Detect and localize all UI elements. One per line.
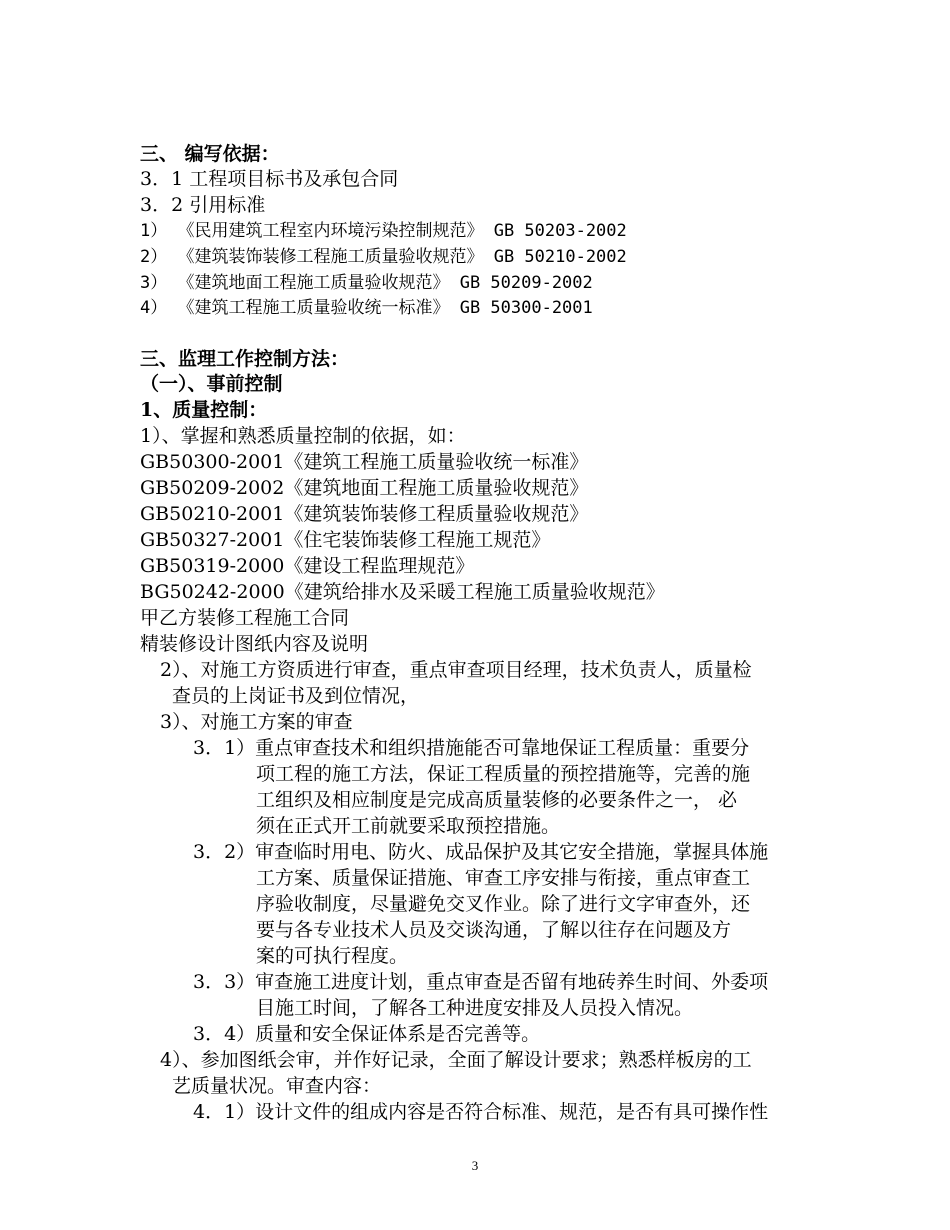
basis-list-item: GB50319-2000《建设工程监理规范》 bbox=[140, 555, 475, 577]
standard-item: 3） 《建筑地面工程施工质量验收规范》 GB 50209-2002 bbox=[140, 273, 593, 293]
paragraph-2-line: 2）、对施工方资质进行审查，重点审查项目经理，技术负责人，质量检 bbox=[160, 659, 752, 681]
paragraph-3-1-line: 3．1）重点审查技术和组织措施能否可靠地保证工程质量：重要分 bbox=[193, 737, 750, 759]
paragraph-3-4: 3．4）质量和安全保证体系是否完善等。 bbox=[193, 1023, 541, 1045]
paragraph-3-1-line: 项工程的施工方法，保证工程质量的预控措施等，完善的施 bbox=[256, 763, 751, 785]
paragraph-3-3-line: 3．3）审查施工进度计划，重点审查是否留有地砖养生时间、外委项 bbox=[193, 971, 769, 993]
basis-heading: 三、 编写依据： bbox=[140, 143, 280, 165]
paragraph-2-line: 查员的上岗证书及到位情况， bbox=[172, 685, 420, 707]
basis-list-item: 甲乙方装修工程施工合同 bbox=[140, 607, 350, 629]
basis-item-3-2: 3．2 引用标准 bbox=[140, 194, 266, 216]
basis-list-item: BG50242-2000《建筑给排水及采暖工程施工质量验收规范》 bbox=[140, 581, 665, 603]
pre-control-heading: （一）、事前控制 bbox=[140, 373, 283, 395]
basis-list-item: GB50209-2002《建筑地面工程施工质量验收规范》 bbox=[140, 477, 589, 499]
basis-list-item: 精装修设计图纸内容及说明 bbox=[140, 633, 369, 655]
basis-intro: 1）、掌握和熟悉质量控制的依据，如： bbox=[140, 425, 466, 447]
standard-item: 4） 《建筑工程施工质量验收统一标准》 GB 50300-2001 bbox=[140, 298, 593, 318]
basis-list-item: GB50210-2001《建筑装饰装修工程质量验收规范》 bbox=[140, 503, 589, 525]
paragraph-4-1: 4．1）设计文件的组成内容是否符合标准、规范，是否有具可操作性 bbox=[193, 1101, 769, 1123]
basis-list-item: GB50327-2001《住宅装饰装修工程施工规范》 bbox=[140, 529, 551, 551]
paragraph-3-2-line: 案的可执行程度。 bbox=[256, 945, 409, 967]
basis-item-3-1: 3．1 工程项目标书及承包合同 bbox=[140, 168, 399, 190]
paragraph-4-line: 4）、参加图纸会审，并作好记录，全面了解设计要求；熟悉样板房的工 bbox=[160, 1049, 752, 1071]
paragraph-3-2-line: 要与各专业技术人员及交谈沟通，了解以往存在问题及方 bbox=[256, 919, 732, 941]
paragraph-4-line: 艺质量状况。审查内容： bbox=[172, 1075, 382, 1097]
paragraph-3-1-line: 工组织及相应制度是完成高质量装修的必要条件之一， 必 bbox=[256, 789, 738, 811]
paragraph-3-2-line: 3．2）审查临时用电、防火、成品保护及其它安全措施，掌握具体施 bbox=[193, 841, 769, 863]
standard-item: 2） 《建筑装饰装修工程施工质量验收规范》 GB 50210-2002 bbox=[140, 247, 627, 267]
basis-list-item: GB50300-2001《建筑工程施工质量验收统一标准》 bbox=[140, 451, 589, 473]
methods-heading: 三、监理工作控制方法： bbox=[140, 348, 350, 370]
page-number: 3 bbox=[471, 1158, 479, 1173]
paragraph-3-2-line: 工方案、质量保证措施、审查工序安排与衔接，重点审查工 bbox=[256, 867, 751, 889]
standard-item: 1） 《民用建筑工程室内环境污染控制规范》 GB 50203-2002 bbox=[140, 221, 627, 241]
quality-control-heading: 1、质量控制： bbox=[140, 399, 268, 421]
paragraph-3: 3）、对施工方案的审查 bbox=[160, 711, 353, 733]
paragraph-3-2-line: 序验收制度，尽量避免交叉作业。除了进行文字审查外，还 bbox=[256, 893, 751, 915]
paragraph-3-1-line: 须在正式开工前就要采取预控措施。 bbox=[256, 815, 561, 837]
paragraph-3-3-line: 目施工时间，了解各工种进度安排及人员投入情况。 bbox=[256, 997, 694, 1019]
